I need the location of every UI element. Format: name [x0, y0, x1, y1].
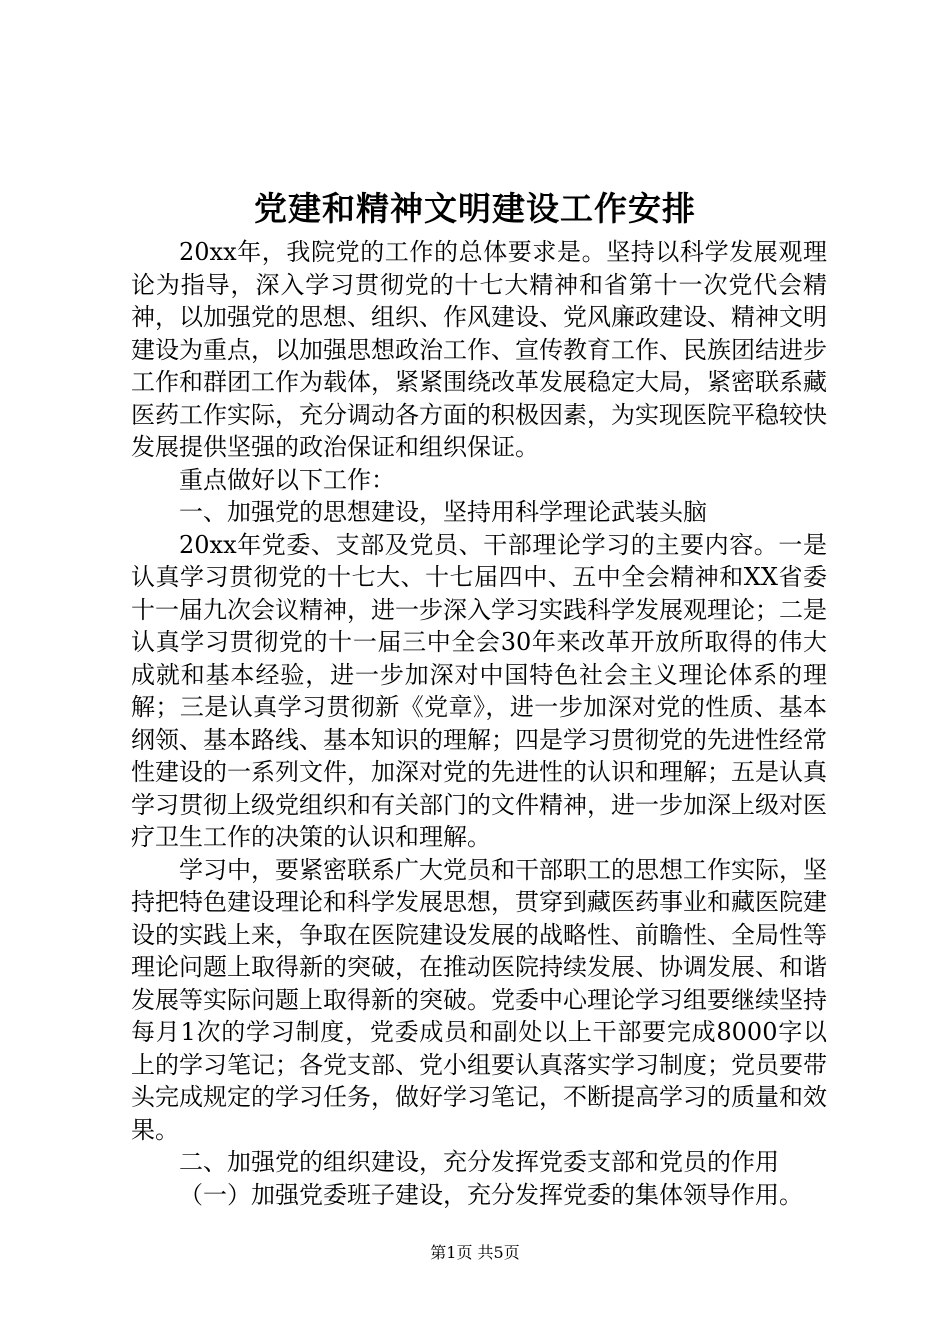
- document-title: 党建和精神文明建设工作安排: [254, 189, 696, 228]
- section-heading-1: 一、加强党的思想建设，坚持用科学理论武装头脑: [179, 498, 707, 526]
- paragraph-intro: 20xx年，我院党的工作的总体要求是。坚持以科学发展观理论为指导，深入学习贯彻党的十七大精神和省第十一次党代会精神，以加强党的思想、组织、作风建设、党风廉政建设、精神文明建设为重点，以加强思想政治工作、宣传教育工作、民族团结进步工作和群团工作为载体，紧紧围绕改革发展稳定大局，紧密联系藏医药工作实际，充分调动各方面的积极因素，为实现医院平稳较快发展提供坚强的政治保证和组织保证。: [131, 238, 827, 461]
- page-number-footer: 第1页 共5页: [430, 1243, 520, 1262]
- paragraph-study-content: 20xx年党委、支部及党员、干部理论学习的主要内容。一是认真学习贯彻党的十七大、十七届四中、五中全会精神和XX省委十一届九次会议精神，进一步深入学习实践科学发展观理论；二是认真学习贯彻党的十一届三中全会30年来改革开放所取得的伟大成就和基本经验，进一步加深对中国特色社会主义理论体系的理解；三是认真学习贯彻新《党章》，进一步加深对党的性质、基本纲领、基本路线、基本知识的理解；四是学习贯彻党的先进性经常性建设的一系列文件，加深对党的先进性的认识和理解；五是认真学习贯彻上级党组织和有关部门的文件精神，进一步加深上级对医疗卫生工作的决策的认识和理解。: [131, 530, 827, 851]
- paragraph-study-practice: 学习中，要紧密联系广大党员和干部职工的思想工作实际，坚持把特色建设理论和科学发展思想，贯穿到藏医药事业和藏医院建设的实践上来，争取在医院建设发展的战略性、前瞻性、全局性等理论问题上取得新的突破，在推动医院持续发展、协调发展、和谐发展等实际问题上取得新的突破。党委中心理论学习组要继续坚持每月1次的学习制度，党委成员和副处以上干部要完成8000字以上的学习笔记；各党支部、党小组要认真落实学习制度；党员要带头完成规定的学习任务，做好学习笔记，不断提高学习的质量和效果。: [131, 855, 827, 1144]
- paragraph-key-tasks: 重点做好以下工作：: [179, 465, 395, 494]
- section-heading-2: 二、加强党的组织建设，充分发挥党委支部和党员的作用: [179, 1148, 779, 1176]
- subsection-heading-2-1: （一）加强党委班子建设，充分发挥党委的集体领导作用。: [179, 1180, 803, 1209]
- document-body: [131, 236, 827, 1211]
